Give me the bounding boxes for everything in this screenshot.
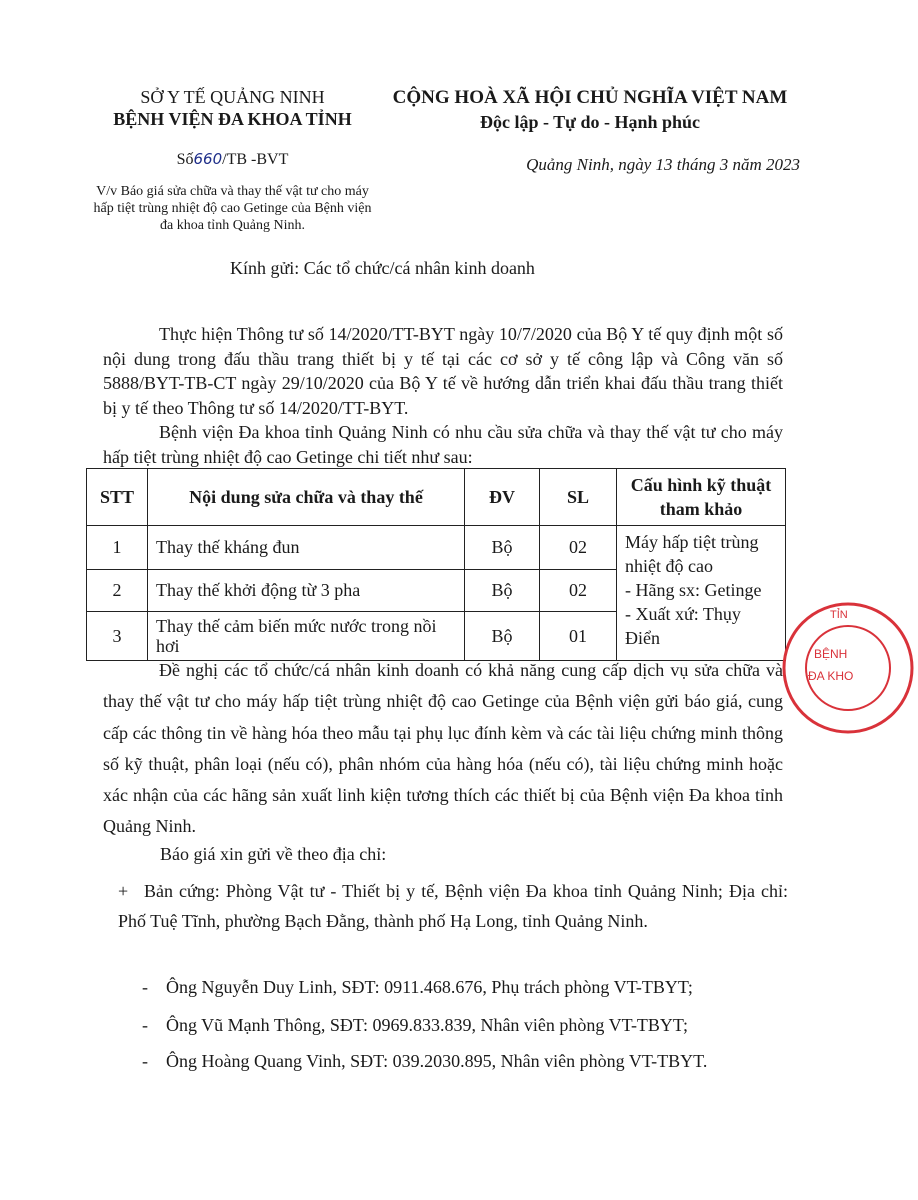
paragraph-legal-basis <box>103 322 783 420</box>
stamp-outer-ring <box>784 604 912 732</box>
cell-unit: Bộ <box>465 526 540 570</box>
header-stt: STT <box>87 469 148 526</box>
document-number <box>90 150 375 169</box>
cell-config <box>617 526 786 661</box>
cell-quantity: 01 <box>540 612 617 661</box>
greeting: Kính gửi: Các tổ chức/cá nhân kinh doanh <box>230 258 535 278</box>
cell-stt: 3 <box>87 612 148 661</box>
config-line: - Xuất xứ: Thụy Điển <box>625 604 741 648</box>
header-config: Cấu hình kỹ thuật tham khảo <box>617 469 786 526</box>
red-seal-stamp <box>778 598 918 738</box>
nation-title: CỘNG HOÀ XÃ HỘI CHỦ NGHĨA VIỆT NAM <box>392 87 788 108</box>
dash-bullet: - <box>142 1051 148 1071</box>
table-row <box>87 526 786 570</box>
stamp-text-line2: ĐA KHO <box>808 669 854 683</box>
contact-item <box>142 1010 792 1040</box>
cell-stt: 1 <box>87 526 148 570</box>
repair-items-table <box>86 468 786 661</box>
cell-unit: Bộ <box>465 570 540 612</box>
issuing-organization <box>90 86 375 234</box>
doc-number-prefix: Số <box>176 151 194 168</box>
dash-bullet: - <box>142 1015 148 1035</box>
cell-quantity: 02 <box>540 526 617 570</box>
config-line: - Hãng sx: Getinge <box>625 580 762 600</box>
paragraph-address-intro: Báo giá xin gửi về theo địa chỉ: <box>160 844 387 864</box>
cell-content: Thay thế khởi động từ 3 pha <box>148 570 465 612</box>
table-header-row <box>87 469 786 526</box>
paragraph-need <box>103 420 783 469</box>
header-content: Nội dung sửa chữa và thay thế <box>148 469 465 526</box>
contact-item <box>142 1046 752 1076</box>
stamp-text-top: TỈN <box>830 609 848 621</box>
paragraph-hard-copy <box>118 876 788 936</box>
document-subject: V/v Báo giá sửa chữa và thay thế vật tư cho máy hấp tiệt trùng nhiệt độ cao Getinge của Bệnh viện đa khoa tỉnh Quảng Ninh. <box>93 184 372 233</box>
contact-text: Ông Vũ Mạnh Thông, SĐT: 0969.833.839, Nhân viên phòng VT-TBYT; <box>166 1015 688 1035</box>
paragraph-text: Bản cứng: Phòng Vật tư - Thiết bị y tế, Bệnh viện Đa khoa tỉnh Quảng Ninh; Địa chỉ: Phố Tuệ Tĩnh, phường Bạch Đằng, thành phố Hạ Long, tỉnh Quảng Ninh. <box>118 881 788 931</box>
paragraph-text: Thực hiện Thông tư số 14/2020/TT-BYT ngày 10/7/2020 của Bộ Y tế quy định một số nội dung trong đấu thầu trang thiết bị y tế tại các cơ sở y tế công lập và Công văn số 5888/BYT-TB-CT ngày 29/10/2020 của Bộ Y tế về hướng dẫn triển khai đấu thầu trang thiết bị y tế theo Thông tư số 14/2020/TT-BYT. <box>103 324 783 418</box>
paragraph-text: Đề nghị các tổ chức/cá nhân kinh doanh có khả năng cung cấp dịch vụ sửa chữa và thay thế vật tư cho máy hấp tiệt trùng nhiệt độ cao Getinge của Bệnh viện gửi báo giá, cung cấp các thông tin về hàng hóa theo mẫu tại phụ lục đính kèm và các tài liệu chứng minh thông số kỹ thuật, phân loại (nếu có), phân nhóm của hàng hóa (nếu có), tài liệu chứng minh hoặc xác nhận của các hãng sản xuất linh kiện tương thích các thiết bị của Bệnh viện Đa khoa tỉnh Quảng Ninh. <box>103 660 783 837</box>
cell-content: Thay thế kháng đun <box>148 526 465 570</box>
cell-quantity: 02 <box>540 570 617 612</box>
header-quantity: SL <box>540 469 617 526</box>
paragraph-request <box>103 655 783 843</box>
header-unit: ĐV <box>465 469 540 526</box>
national-motto: Độc lập - Tự do - Hạnh phúc <box>479 112 701 132</box>
stamp-inner-ring <box>806 626 890 710</box>
hospital-name: BỆNH VIỆN ĐA KHOA TỈNH <box>113 109 352 129</box>
contact-text: Ông Hoàng Quang Vinh, SĐT: 039.2030.895, Nhân viên phòng VT-TBYT. <box>166 1051 708 1071</box>
department-name: SỞ Y TẾ QUẢNG NINH <box>140 87 325 107</box>
doc-number-handwritten: 660 <box>193 150 223 168</box>
config-line: Máy hấp tiệt trùng nhiệt độ cao <box>625 532 759 576</box>
stamp-text-line1: BỆNH <box>814 647 848 661</box>
cell-content: Thay thế cảm biến mức nước trong nồi hơi <box>148 612 465 661</box>
plus-bullet: + <box>118 881 129 901</box>
paragraph-text: Bệnh viện Đa khoa tỉnh Quảng Ninh có nhu cầu sửa chữa và thay thế vật tư cho máy hấp tiệt trùng nhiệt độ cao Getinge chi tiết như sau: <box>103 422 783 467</box>
cell-unit: Bộ <box>465 612 540 661</box>
place-date: Quảng Ninh, ngày 13 tháng 3 năm 2023 <box>526 155 800 174</box>
doc-number-suffix: /TB -BVT <box>222 151 289 168</box>
contact-text: Ông Nguyễn Duy Linh, SĐT: 0911.468.676, Phụ trách phòng VT-TBYT; <box>166 977 693 997</box>
cell-stt: 2 <box>87 570 148 612</box>
contact-item <box>142 972 792 1002</box>
national-header <box>385 86 795 134</box>
dash-bullet: - <box>142 977 148 997</box>
